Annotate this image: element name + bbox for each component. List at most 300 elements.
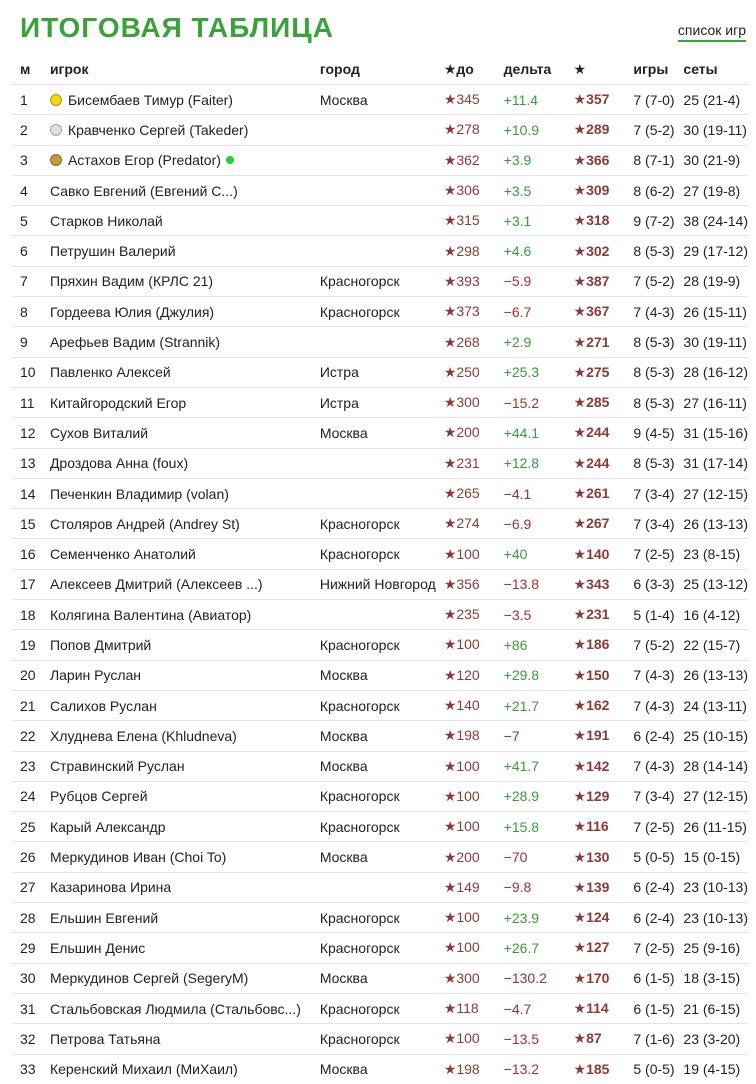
rating-before-cell: ★200	[436, 418, 496, 448]
delta-cell: +23.9	[496, 903, 566, 933]
games-cell: 7 (2-5)	[625, 812, 675, 842]
player-name-link[interactable]: Карый Александр	[49, 818, 166, 835]
player-cell	[42, 418, 312, 448]
player-name-link[interactable]: Павленко Алексей	[49, 364, 171, 381]
rank-cell: 9	[12, 327, 42, 357]
delta-cell: +2.9	[496, 327, 566, 357]
delta-cell: −7	[496, 721, 566, 751]
player-name-link[interactable]: Кравченко Сергей (Takeder)	[67, 121, 249, 138]
rating-after-cell: ★244	[566, 448, 626, 478]
player-name-link[interactable]: Ельшин Евгений	[49, 909, 159, 926]
delta-cell: −13.8	[496, 569, 566, 599]
table-row	[12, 509, 748, 539]
games-cell: 8 (5-3)	[625, 327, 675, 357]
delta-cell: +40	[496, 539, 566, 569]
rating-before-cell: ★300	[436, 387, 496, 417]
player-name-link[interactable]: Салихов Руслан	[49, 697, 157, 714]
player-cell	[42, 266, 312, 296]
sets-cell: 38 (24-14)	[675, 206, 748, 236]
rating-before-cell: ★198	[436, 721, 496, 751]
games-cell: 7 (2-5)	[625, 539, 675, 569]
rating-before-cell: ★149	[436, 872, 496, 902]
games-cell: 8 (5-3)	[625, 448, 675, 478]
player-cell	[42, 115, 312, 145]
rank-cell: 31	[12, 993, 42, 1023]
games-cell: 7 (5-2)	[625, 630, 675, 660]
rating-before-cell: ★274	[436, 509, 496, 539]
rank-cell: 17	[12, 569, 42, 599]
player-cell	[42, 85, 312, 115]
rank-cell: 18	[12, 600, 42, 630]
rating-after-cell: ★114	[566, 993, 626, 1023]
rating-before-cell: ★250	[436, 357, 496, 387]
rating-after-cell: ★124	[566, 903, 626, 933]
rating-after-cell: ★285	[566, 387, 626, 417]
games-cell: 5 (1-4)	[625, 600, 675, 630]
delta-cell: −5.9	[496, 266, 566, 296]
rank-cell: 13	[12, 448, 42, 478]
table-row	[12, 418, 748, 448]
player-cell	[42, 1054, 312, 1084]
player-name-link[interactable]: Столяров Андрей (Andrey St)	[49, 515, 240, 532]
player-cell	[42, 387, 312, 417]
city-cell	[312, 327, 436, 357]
delta-cell: −130.2	[496, 963, 566, 993]
player-name-link[interactable]: Попов Дмитрий	[49, 636, 152, 653]
rating-before-cell: ★231	[436, 448, 496, 478]
city-cell	[312, 175, 436, 205]
player-cell	[42, 236, 312, 266]
rating-before-cell: ★120	[436, 660, 496, 690]
online-status-icon	[226, 156, 234, 164]
sets-cell: 27 (12-15)	[675, 478, 748, 508]
city-cell: Истра	[312, 357, 436, 387]
rating-after-cell: ★170	[566, 963, 626, 993]
table-row	[12, 206, 748, 236]
rating-after-cell: ★139	[566, 872, 626, 902]
table-row	[12, 357, 748, 387]
player-name-link[interactable]: Бисембаев Тимур (Faiter)	[67, 91, 233, 108]
player-cell	[42, 751, 312, 781]
city-cell: Красногорск	[312, 903, 436, 933]
table-row	[12, 448, 748, 478]
delta-cell: −13.2	[496, 1054, 566, 1084]
delta-cell: +12.8	[496, 448, 566, 478]
table-row	[12, 660, 748, 690]
rank-cell: 16	[12, 539, 42, 569]
table-row	[12, 690, 748, 720]
player-name-link[interactable]: Сухов Виталий	[49, 424, 149, 441]
results-table	[12, 54, 748, 1084]
player-name-link[interactable]: Меркудинов Сергей (SegeryM)	[49, 970, 249, 987]
rating-before-cell: ★278	[436, 115, 496, 145]
rating-after-cell: ★367	[566, 297, 626, 327]
city-cell	[312, 115, 436, 145]
table-row	[12, 478, 748, 508]
sets-cell: 21 (6-15)	[675, 993, 748, 1023]
player-name-link[interactable]: Меркудинов Иван (Choi To)	[49, 849, 227, 866]
rating-before-cell: ★265	[436, 478, 496, 508]
rank-cell: 11	[12, 387, 42, 417]
player-cell	[42, 781, 312, 811]
rating-before-cell: ★393	[436, 266, 496, 296]
rank-cell: 32	[12, 1024, 42, 1054]
rating-before-cell: ★306	[436, 175, 496, 205]
rating-after-cell: ★244	[566, 418, 626, 448]
rank-cell: 23	[12, 751, 42, 781]
player-name-link[interactable]: Ельшин Денис	[49, 939, 146, 956]
city-cell: Москва	[312, 842, 436, 872]
city-cell: Красногорск	[312, 993, 436, 1023]
table-row	[12, 539, 748, 569]
games-cell: 8 (7-1)	[625, 145, 675, 175]
player-cell	[42, 812, 312, 842]
player-name-link[interactable]: Дроздова Анна (foux)	[49, 455, 189, 472]
header-games[interactable]: игры	[633, 61, 669, 77]
games-cell: 5 (0-5)	[625, 1054, 675, 1084]
table-row	[12, 175, 748, 205]
rank-cell: 20	[12, 660, 42, 690]
city-cell	[312, 145, 436, 175]
city-cell: Красногорск	[312, 933, 436, 963]
table-row	[12, 903, 748, 933]
page-title: ИТОГОВАЯ ТАБЛИЦА	[20, 12, 334, 43]
games-list-link[interactable]: список игр	[678, 22, 746, 42]
city-cell: Красногорск	[312, 1024, 436, 1054]
player-name-link[interactable]: Петрушин Валерий	[49, 243, 176, 260]
rating-before-cell: ★200	[436, 842, 496, 872]
city-cell: Нижний Новгород	[312, 569, 436, 599]
games-cell: 7 (3-4)	[625, 478, 675, 508]
city-cell: Москва	[312, 85, 436, 115]
sets-cell: 30 (19-11)	[675, 115, 748, 145]
rating-after-cell: ★343	[566, 569, 626, 599]
city-cell: Красногорск	[312, 509, 436, 539]
player-name-link[interactable]: Хлуднева Елена (Khludneva)	[49, 727, 237, 744]
rank-cell: 22	[12, 721, 42, 751]
sets-cell: 31 (15-16)	[675, 418, 748, 448]
player-name-link[interactable]: Савко Евгений (Евгений С...)	[49, 182, 238, 199]
rating-before-cell: ★100	[436, 630, 496, 660]
player-name-link[interactable]: Стравинский Руслан	[49, 758, 185, 775]
rating-before-cell: ★100	[436, 933, 496, 963]
table-row	[12, 327, 748, 357]
header-player[interactable]: игрок	[49, 61, 89, 77]
city-cell	[312, 600, 436, 630]
rank-cell: 6	[12, 236, 42, 266]
player-cell	[42, 448, 312, 478]
delta-cell: −9.8	[496, 872, 566, 902]
delta-cell: +4.6	[496, 236, 566, 266]
rating-before-cell: ★373	[436, 297, 496, 327]
table-row	[12, 993, 748, 1023]
player-cell	[42, 478, 312, 508]
player-cell	[42, 1024, 312, 1054]
player-cell	[42, 145, 312, 175]
rating-after-cell: ★130	[566, 842, 626, 872]
sets-cell: 27 (16-11)	[675, 387, 748, 417]
games-cell: 7 (4-3)	[625, 660, 675, 690]
player-cell	[42, 721, 312, 751]
rank-cell: 30	[12, 963, 42, 993]
rating-after-cell: ★267	[566, 509, 626, 539]
games-cell: 7 (4-3)	[625, 751, 675, 781]
rating-after-cell: ★261	[566, 478, 626, 508]
rank-cell: 25	[12, 812, 42, 842]
table-row	[12, 842, 748, 872]
sets-cell: 30 (21-9)	[675, 145, 748, 175]
games-cell: 6 (2-4)	[625, 872, 675, 902]
table-row	[12, 1024, 748, 1054]
table-row	[12, 812, 748, 842]
rating-after-cell: ★275	[566, 357, 626, 387]
player-cell	[42, 600, 312, 630]
header-rating-before[interactable]: ★до	[443, 60, 474, 77]
player-name-link[interactable]: Астахов Егор (Predator)	[67, 152, 221, 169]
rank-cell: 5	[12, 206, 42, 236]
rank-cell: 2	[12, 115, 42, 145]
rank-cell: 4	[12, 175, 42, 205]
player-name-link[interactable]: Китайгородский Егор	[49, 394, 187, 411]
delta-cell: +21.7	[496, 690, 566, 720]
silver-medal-icon	[50, 124, 62, 136]
delta-cell: −6.9	[496, 509, 566, 539]
city-cell	[312, 236, 436, 266]
rank-cell: 21	[12, 690, 42, 720]
sets-cell: 23 (8-15)	[675, 539, 748, 569]
city-cell: Москва	[312, 418, 436, 448]
sets-cell: 28 (16-12)	[675, 357, 748, 387]
rating-after-cell: ★140	[566, 539, 626, 569]
rank-cell: 24	[12, 781, 42, 811]
city-cell	[312, 448, 436, 478]
delta-cell: −4.7	[496, 993, 566, 1023]
sets-cell: 15 (0-15)	[675, 842, 748, 872]
rank-cell: 29	[12, 933, 42, 963]
table-row	[12, 872, 748, 902]
sets-cell: 26 (15-11)	[675, 297, 748, 327]
city-cell	[312, 206, 436, 236]
city-cell: Москва	[312, 1054, 436, 1084]
city-cell	[312, 478, 436, 508]
sets-cell: 22 (15-7)	[675, 630, 748, 660]
rank-cell: 14	[12, 478, 42, 508]
player-cell	[42, 539, 312, 569]
table-row	[12, 781, 748, 811]
rank-cell: 3	[12, 145, 42, 175]
table-header-row	[12, 54, 748, 85]
games-cell: 8 (5-3)	[625, 387, 675, 417]
rank-cell: 15	[12, 509, 42, 539]
bronze-medal-icon	[50, 154, 62, 166]
rank-cell: 27	[12, 872, 42, 902]
games-cell: 7 (2-5)	[625, 933, 675, 963]
player-name-link[interactable]: Казаринова Ирина	[49, 879, 172, 896]
sets-cell: 29 (17-12)	[675, 236, 748, 266]
rating-before-cell: ★100	[436, 539, 496, 569]
sets-cell: 24 (13-11)	[675, 690, 748, 720]
rating-after-cell: ★185	[566, 1054, 626, 1084]
rank-cell: 33	[12, 1054, 42, 1084]
rating-after-cell: ★129	[566, 781, 626, 811]
header-city[interactable]: город	[319, 61, 360, 77]
games-cell: 7 (4-3)	[625, 297, 675, 327]
rank-cell: 1	[12, 85, 42, 115]
rating-before-cell: ★315	[436, 206, 496, 236]
player-name-link[interactable]: Петрова Татьяна	[49, 1030, 161, 1047]
delta-cell: −13.5	[496, 1024, 566, 1054]
city-cell: Красногорск	[312, 266, 436, 296]
games-cell: 7 (3-4)	[625, 509, 675, 539]
rating-after-cell: ★142	[566, 751, 626, 781]
rating-after-cell: ★309	[566, 175, 626, 205]
gold-medal-icon	[50, 94, 62, 106]
rank-cell: 12	[12, 418, 42, 448]
player-cell	[42, 357, 312, 387]
rating-before-cell: ★198	[436, 1054, 496, 1084]
delta-cell: +28.9	[496, 781, 566, 811]
rating-after-cell: ★116	[566, 812, 626, 842]
sets-cell: 28 (14-14)	[675, 751, 748, 781]
player-name-link[interactable]: Алексеев Дмитрий (Алексеев ...)	[49, 576, 263, 593]
sets-cell: 27 (19-8)	[675, 175, 748, 205]
header-delta[interactable]: дельта	[503, 61, 552, 77]
rating-before-cell: ★140	[436, 690, 496, 720]
city-cell: Красногорск	[312, 781, 436, 811]
games-cell: 6 (1-5)	[625, 993, 675, 1023]
table-row	[12, 963, 748, 993]
rating-before-cell: ★100	[436, 781, 496, 811]
games-cell: 6 (1-5)	[625, 963, 675, 993]
games-cell: 8 (5-3)	[625, 357, 675, 387]
city-cell: Красногорск	[312, 630, 436, 660]
rating-after-cell: ★366	[566, 145, 626, 175]
player-cell	[42, 993, 312, 1023]
rating-before-cell: ★362	[436, 145, 496, 175]
player-cell	[42, 630, 312, 660]
delta-cell: +86	[496, 630, 566, 660]
city-cell: Красногорск	[312, 812, 436, 842]
sets-cell: 25 (10-15)	[675, 721, 748, 751]
sets-cell: 25 (9-16)	[675, 933, 748, 963]
table-row	[12, 600, 748, 630]
table-row	[12, 1054, 748, 1084]
games-cell: 8 (6-2)	[625, 175, 675, 205]
sets-cell: 26 (11-15)	[675, 812, 748, 842]
delta-cell: +26.7	[496, 933, 566, 963]
sets-cell: 28 (19-9)	[675, 266, 748, 296]
player-cell	[42, 327, 312, 357]
rating-after-cell: ★127	[566, 933, 626, 963]
rating-before-cell: ★345	[436, 85, 496, 115]
header-sets[interactable]: сеты	[683, 61, 718, 77]
delta-cell: +44.1	[496, 418, 566, 448]
table-row	[12, 85, 748, 115]
delta-cell: +10.9	[496, 115, 566, 145]
delta-cell: +3.9	[496, 145, 566, 175]
city-cell: Красногорск	[312, 690, 436, 720]
player-cell	[42, 660, 312, 690]
delta-cell: −3.5	[496, 600, 566, 630]
player-cell	[42, 206, 312, 236]
player-name-link[interactable]: Керенский Михаил (МиХаил)	[49, 1061, 238, 1078]
table-row	[12, 236, 748, 266]
rating-after-cell: ★150	[566, 660, 626, 690]
rating-before-cell: ★235	[436, 600, 496, 630]
games-cell: 6 (2-4)	[625, 721, 675, 751]
delta-cell: +15.8	[496, 812, 566, 842]
player-cell	[42, 933, 312, 963]
rating-after-cell: ★186	[566, 630, 626, 660]
sets-cell: 16 (4-12)	[675, 600, 748, 630]
table-row	[12, 266, 748, 296]
delta-cell: +3.5	[496, 175, 566, 205]
player-cell	[42, 842, 312, 872]
sets-cell: 26 (13-13)	[675, 660, 748, 690]
player-name-link[interactable]: Семенченко Анатолий	[49, 546, 196, 563]
sets-cell: 27 (12-15)	[675, 781, 748, 811]
sets-cell: 26 (13-13)	[675, 509, 748, 539]
player-name-link[interactable]: Стальбовская Людмила (Стальбовс...)	[49, 1000, 301, 1017]
sets-cell: 19 (4-15)	[675, 1054, 748, 1084]
rank-cell: 10	[12, 357, 42, 387]
delta-cell: +29.8	[496, 660, 566, 690]
player-name-link[interactable]: Пряхин Вадим (КРЛС 21)	[49, 273, 214, 290]
rating-before-cell: ★298	[436, 236, 496, 266]
sets-cell: 31 (17-14)	[675, 448, 748, 478]
city-cell	[312, 872, 436, 902]
player-name-link[interactable]: Колягина Валентина (Авиатор)	[49, 606, 252, 623]
rating-before-cell: ★118	[436, 993, 496, 1023]
table-row	[12, 933, 748, 963]
sets-cell: 23 (10-13)	[675, 903, 748, 933]
games-cell: 7 (3-4)	[625, 781, 675, 811]
games-cell: 7 (1-6)	[625, 1024, 675, 1054]
player-name-link[interactable]: Ларин Руслан	[49, 667, 142, 684]
city-cell: Москва	[312, 963, 436, 993]
games-cell: 7 (5-2)	[625, 266, 675, 296]
sets-cell: 18 (3-15)	[675, 963, 748, 993]
player-cell	[42, 569, 312, 599]
games-cell: 7 (4-3)	[625, 690, 675, 720]
player-cell	[42, 297, 312, 327]
rating-before-cell: ★100	[436, 903, 496, 933]
rank-cell: 7	[12, 266, 42, 296]
city-cell: Красногорск	[312, 539, 436, 569]
rating-before-cell: ★356	[436, 569, 496, 599]
games-cell: 9 (4-5)	[625, 418, 675, 448]
header-pos[interactable]: м	[20, 61, 31, 77]
delta-cell: +41.7	[496, 751, 566, 781]
rank-cell: 28	[12, 903, 42, 933]
games-cell: 6 (2-4)	[625, 903, 675, 933]
header-rating-after[interactable]: ★	[573, 60, 587, 77]
player-name-link[interactable]: Рубцов Сергей	[49, 788, 148, 805]
player-name-link[interactable]: Старков Николай	[49, 212, 163, 229]
player-name-link[interactable]: Арефьев Вадим (Strannik)	[49, 334, 221, 351]
city-cell: Москва	[312, 751, 436, 781]
delta-cell: +25.3	[496, 357, 566, 387]
player-name-link[interactable]: Печенкин Владимир (volan)	[49, 485, 229, 502]
player-name-link[interactable]: Гордеева Юлия (Джулия)	[49, 303, 215, 320]
rating-before-cell: ★300	[436, 963, 496, 993]
player-cell	[42, 509, 312, 539]
table-row	[12, 145, 748, 175]
sets-cell: 30 (19-11)	[675, 327, 748, 357]
table-row	[12, 751, 748, 781]
table-row	[12, 721, 748, 751]
games-cell: 8 (5-3)	[625, 236, 675, 266]
